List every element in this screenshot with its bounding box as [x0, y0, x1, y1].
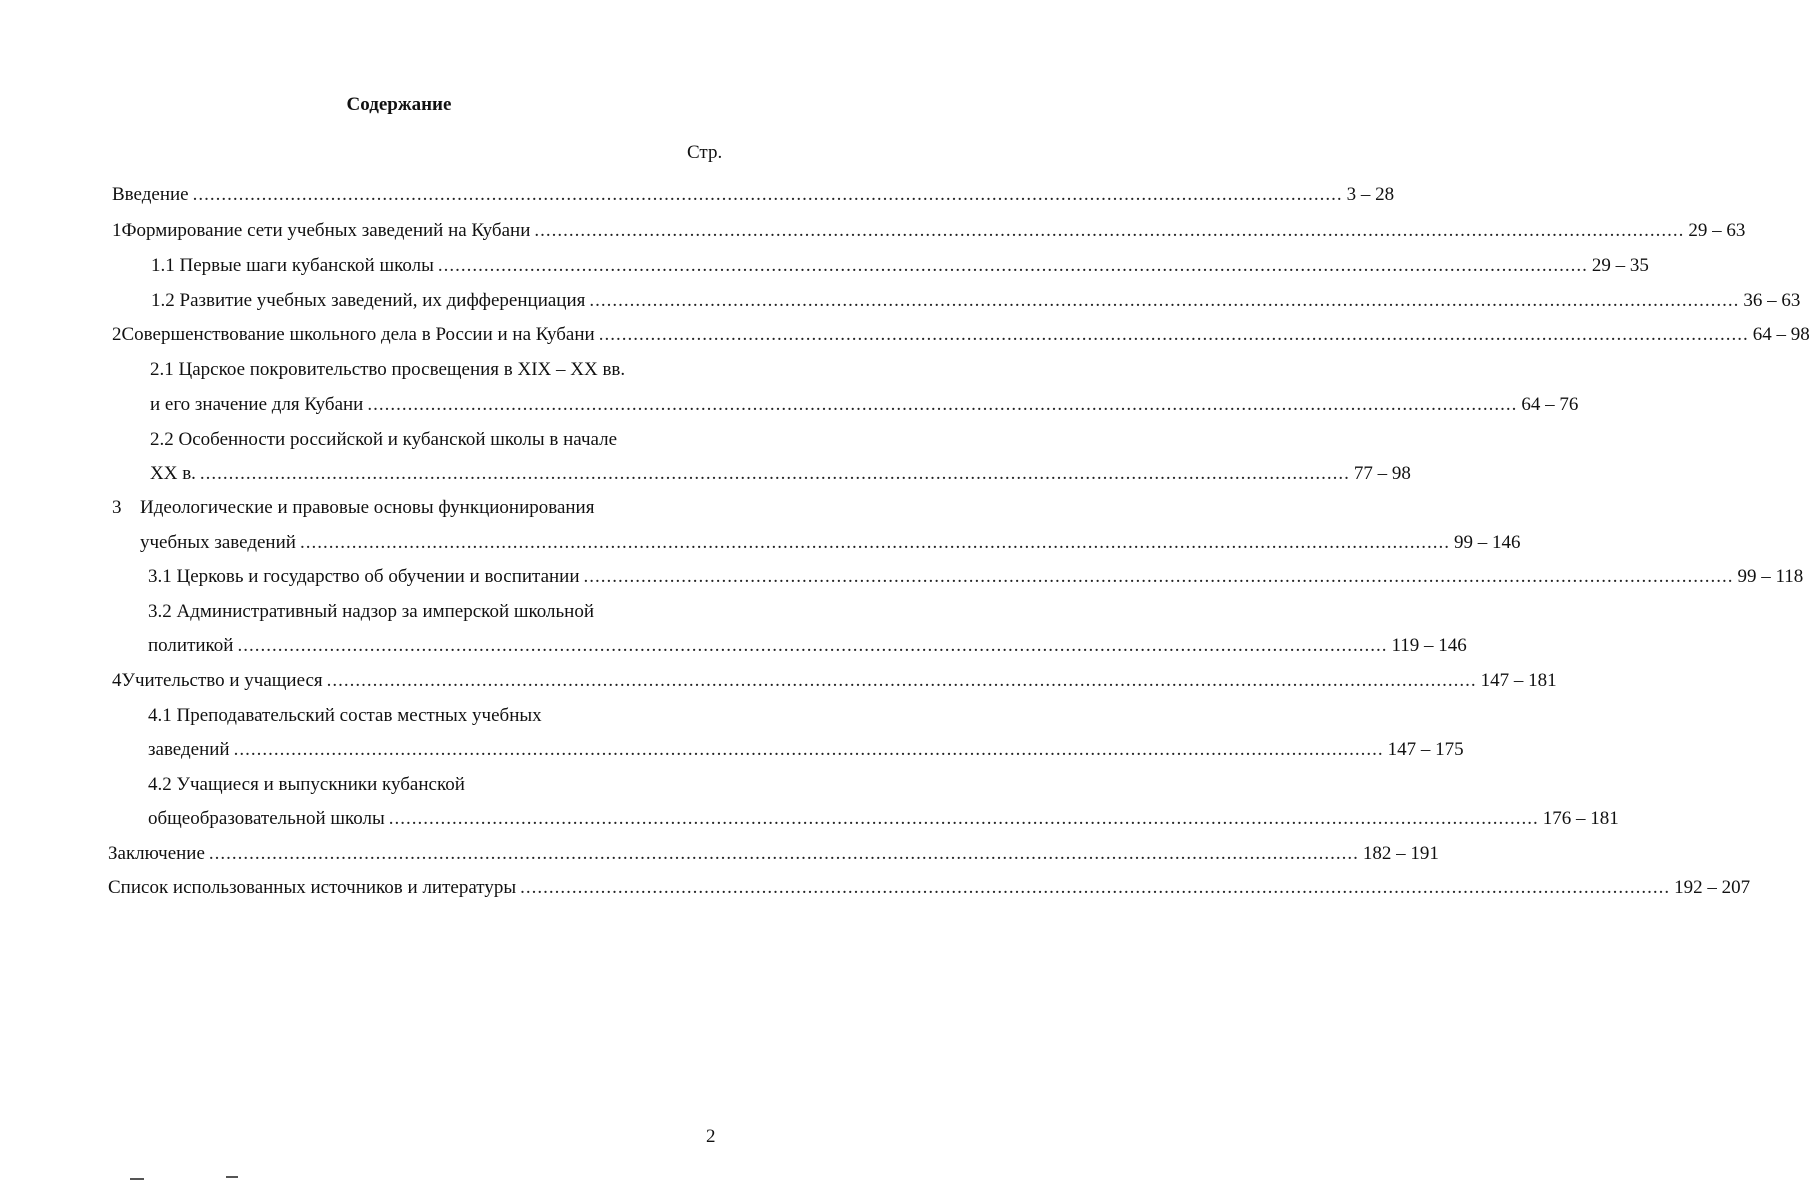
toc-label: заведений	[148, 739, 230, 760]
toc-pages: 99 – 146	[1453, 532, 1521, 553]
toc-entry-section-4-2[interactable]	[148, 807, 1619, 831]
toc-pages: 147 – 175	[1387, 739, 1464, 760]
chapter-number: 4	[112, 670, 122, 691]
toc-label: 3.1 Церковь и государство об обучении и воспитании	[148, 566, 580, 587]
toc-entry-chapter-3-line1[interactable]	[112, 496, 742, 520]
toc-pages: 3 – 28	[1346, 184, 1395, 205]
dot-leader: ........................................................................................................................................................................................................	[520, 877, 1671, 898]
dot-leader: ........................................................................................................................................................................................................	[233, 739, 1384, 760]
toc-entry-section-3-2-line1[interactable]: 3.2 Административный надзор за имперской школьной	[148, 601, 594, 622]
toc-label: XX в.	[150, 463, 196, 484]
dot-leader: ........................................................................................................................................................................................................	[208, 843, 1359, 864]
toc-entry-chapter-2[interactable]	[112, 323, 1810, 347]
chapter-number: 3	[112, 497, 122, 518]
page-number: 2	[706, 1126, 716, 1147]
toc-label: Формирование сети учебных заведений на Кубани	[121, 220, 531, 241]
toc-pages: 36 – 63	[1743, 290, 1801, 311]
toc-entry-chapter-1[interactable]	[112, 219, 1746, 243]
dot-leader: ........................................................................................................................................................................................................	[437, 255, 1588, 276]
toc-entry-chapter-3[interactable]	[140, 531, 1521, 555]
toc-entry-conclusion[interactable]	[108, 842, 1439, 866]
toc-label: Заключение	[108, 843, 205, 864]
toc-label: Список использованных источников и литературы	[108, 877, 517, 898]
toc-entry-section-2-2-line1[interactable]: 2.2 Особенности российской и кубанской школы в начале	[150, 429, 618, 450]
toc-entry-sources[interactable]	[108, 876, 1751, 900]
toc-entry-section-1-1[interactable]	[151, 254, 1649, 278]
toc-label: общеобразовательной школы	[148, 808, 385, 829]
toc-entry-section-2-2[interactable]	[150, 462, 1411, 486]
toc-pages: 147 – 181	[1480, 670, 1557, 691]
toc-pages: 64 – 98	[1752, 324, 1810, 345]
toc-entry-intro[interactable]	[112, 183, 1395, 207]
toc-label: политикой	[148, 635, 234, 656]
page-title: Содержание	[346, 94, 452, 115]
dot-leader: ........................................................................................................................................................................................................	[192, 184, 1343, 205]
scan-mark	[130, 1178, 144, 1180]
toc-label: Идеологические и правовые основы функционирования	[140, 497, 595, 518]
toc-entry-section-2-1-line1[interactable]: 2.1 Царское покровительство просвещения в XIX – XX вв.	[150, 359, 626, 380]
toc-pages: 77 – 98	[1353, 463, 1411, 484]
dot-leader: ........................................................................................................................................................................................................	[388, 808, 1539, 829]
dot-leader: ........................................................................................................................................................................................................	[583, 566, 1734, 587]
toc-label: учебных заведений	[140, 532, 296, 553]
toc-entry-chapter-4[interactable]	[112, 669, 1557, 693]
toc-entry-section-1-2[interactable]	[151, 289, 1801, 313]
dot-leader: ........................................................................................................................................................................................................	[598, 324, 1749, 345]
dot-leader: ........................................................................................................................................................................................................	[589, 290, 1740, 311]
chapter-number: 1	[112, 220, 122, 241]
scan-mark	[226, 1176, 238, 1178]
toc-label: Введение	[112, 184, 189, 205]
toc-label: 1.1 Первые шаги кубанской школы	[151, 255, 434, 276]
toc-entry-section-4-1[interactable]	[148, 738, 1464, 762]
toc-entry-section-3-1[interactable]	[148, 565, 1804, 589]
toc-pages: 182 – 191	[1362, 843, 1439, 864]
page-column-label: Стр.	[687, 142, 723, 163]
dot-leader: ........................................................................................................................................................................................................	[326, 670, 1477, 691]
toc-label: 1.2 Развитие учебных заведений, их дифференциация	[151, 290, 586, 311]
chapter-number: 2	[112, 324, 122, 345]
toc-label: Учительство и учащиеся	[121, 670, 323, 691]
toc-pages: 119 – 146	[1391, 635, 1467, 656]
toc-pages: 192 – 207	[1674, 877, 1751, 898]
dot-leader: ........................................................................................................................................................................................................	[534, 220, 1685, 241]
toc-pages: 64 – 76	[1521, 394, 1579, 415]
dot-leader: ........................................................................................................................................................................................................	[237, 635, 1388, 656]
toc-entry-section-4-2-line1[interactable]: 4.2 Учащиеся и выпускники кубанской	[148, 774, 465, 795]
toc-pages: 29 – 35	[1591, 255, 1649, 276]
toc-pages: 176 – 181	[1542, 808, 1619, 829]
toc-entry-section-2-1[interactable]	[150, 393, 1579, 417]
toc-entry-section-3-2[interactable]	[148, 634, 1467, 658]
toc-label: и его значение для Кубани	[150, 394, 364, 415]
dot-leader: ........................................................................................................................................................................................................	[199, 463, 1350, 484]
toc-entry-section-4-1-line1[interactable]: 4.1 Преподавательский состав местных учебных	[148, 705, 542, 726]
toc-pages: 29 – 63	[1688, 220, 1746, 241]
dot-leader: ........................................................................................................................................................................................................	[299, 532, 1450, 553]
toc-pages: 99 – 118	[1737, 566, 1804, 587]
dot-leader: ........................................................................................................................................................................................................	[367, 394, 1518, 415]
toc-label: Совершенствование школьного дела в России и на Кубани	[121, 324, 595, 345]
